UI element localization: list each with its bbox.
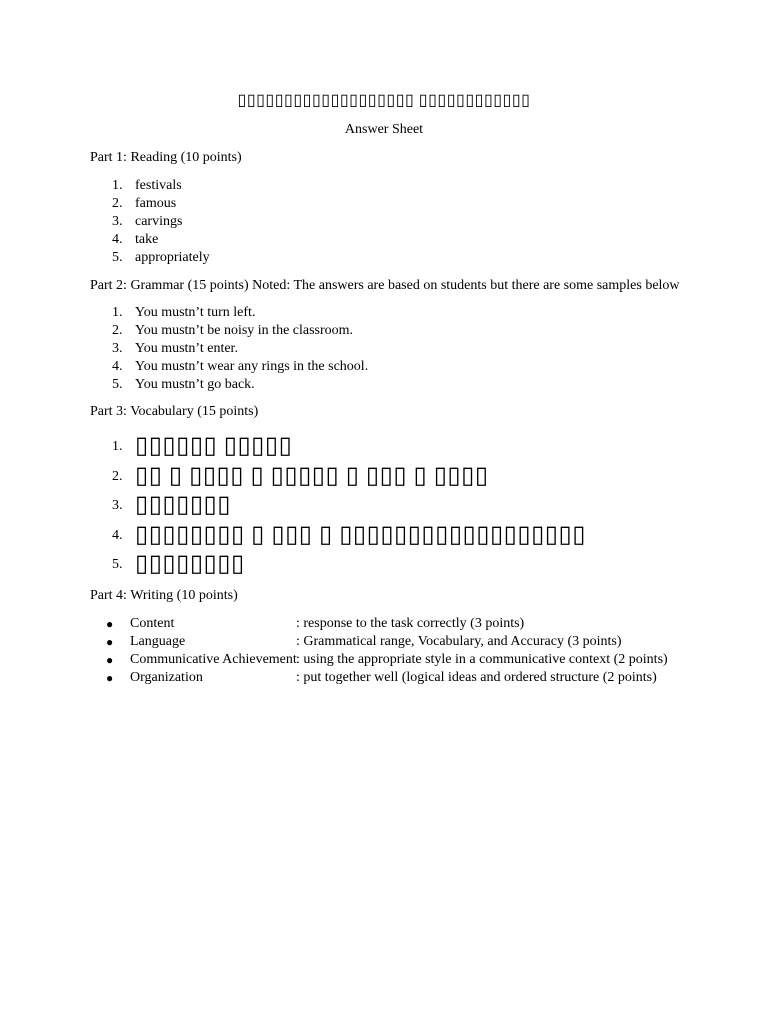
part4-heading: Part 4: Writing (10 points) — [90, 588, 238, 603]
criterion-name: Communicative Achievement — [130, 652, 297, 667]
item-answer: ▯▯▯▯▯▯▯▯ ▯ ▯▯▯ ▯ ▯▯▯▯▯▯▯▯▯▯▯▯▯▯▯▯▯▯ — [135, 521, 586, 548]
criterion-description: : Grammatical range, Vocabulary, and Accuracy (3 points) — [296, 634, 622, 649]
criterion-name: Language — [130, 634, 186, 649]
item-number: 1. — [112, 439, 123, 454]
item-number: 1. — [112, 178, 123, 193]
part1-heading: Part 1: Reading (10 points) — [90, 150, 242, 165]
item-answer: ▯▯▯▯▯▯ ▯▯▯▯▯ — [135, 433, 293, 459]
item-answer: ▯▯ ▯ ▯▯▯▯ ▯ ▯▯▯▯▯ ▯ ▯▯▯ ▯ ▯▯▯▯ — [135, 462, 489, 489]
item-answer: ▯▯▯▯▯▯▯ — [135, 492, 231, 518]
criterion-name: Content — [130, 616, 175, 631]
item-number: 3. — [112, 498, 123, 513]
item-number: 4. — [112, 527, 123, 543]
bullet-icon: ● — [106, 653, 114, 667]
bullet-icon: ● — [106, 671, 114, 685]
item-answer: You mustn’t turn left. — [135, 305, 256, 320]
item-answer: You mustn’t wear any rings in the school. — [135, 359, 369, 374]
item-answer: famous — [135, 196, 177, 211]
item-number: 1. — [112, 305, 123, 320]
part3-heading: Part 3: Vocabulary (15 points) — [90, 404, 259, 419]
item-answer: carvings — [135, 214, 183, 229]
item-number: 3. — [112, 341, 123, 356]
item-number: 2. — [112, 323, 123, 338]
document-title: ▯▯▯▯▯▯▯▯▯▯▯▯▯▯▯▯▯▯▯ ▯▯▯▯▯▯▯▯▯▯▯▯ — [237, 92, 531, 109]
document-subtitle: Answer Sheet — [344, 122, 424, 137]
item-number: 4. — [112, 232, 123, 247]
criterion-description: : using the appropriate style in a communicative context (2 points) — [296, 652, 668, 667]
criterion-description: : response to the task correctly (3 points) — [296, 616, 525, 631]
bullet-icon: ● — [106, 635, 114, 649]
item-number: 5. — [112, 377, 123, 392]
bullet-icon: ● — [106, 617, 114, 631]
item-number: 3. — [112, 214, 123, 229]
item-answer: ▯▯▯▯▯▯▯▯ — [135, 551, 245, 577]
criterion-name: Organization — [130, 670, 203, 685]
item-number: 4. — [112, 359, 123, 374]
item-answer: festivals — [135, 178, 182, 193]
item-answer: You mustn’t enter. — [135, 341, 238, 356]
item-answer: You mustn’t be noisy in the classroom. — [135, 323, 354, 338]
part2-heading: Part 2: Grammar (15 points) Noted: The answers are based on students but there are some samples below — [90, 278, 680, 293]
item-number: 2. — [112, 468, 123, 484]
item-answer: appropriately — [135, 250, 210, 265]
criterion-description: : put together well (logical ideas and ordered structure (2 points) — [296, 670, 657, 685]
item-number: 5. — [112, 250, 123, 265]
item-answer: take — [135, 232, 159, 247]
item-answer: You mustn’t go back. — [135, 377, 255, 392]
item-number: 2. — [112, 196, 123, 211]
item-number: 5. — [112, 557, 123, 572]
